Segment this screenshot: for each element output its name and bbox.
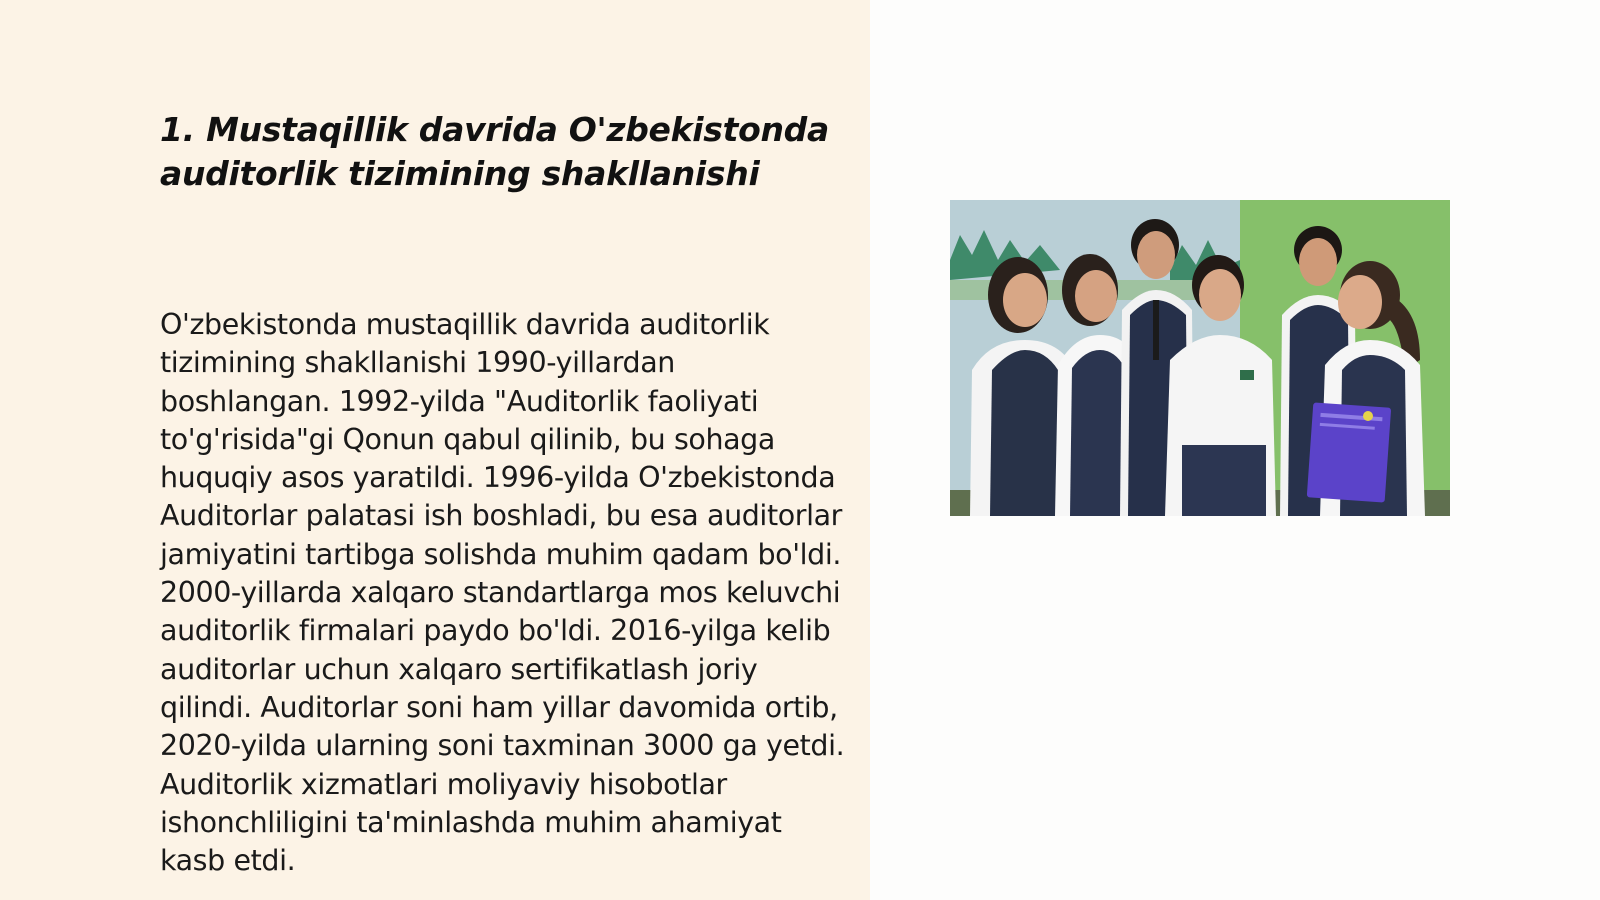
slide-body-text: O'zbekistonda mustaqillik davrida auditorlik tizimining shakllanishi 1990-yillardan boshlangan. 1992-yilda "Auditorlik faoliyati to'g'risida"gi Qonun qabul qilinib, bu sohaga huquqiy asos yaratildi. 1996-yilda O'zbekistonda Auditorlar palatasi ish boshladi, bu esa auditorlar jamiyatini tartibga solishda muhim qadam bo'ldi. 2000-yillarda xalqaro standartlarga mos keluvchi auditorlik firmalari paydo bo'ldi. 2016-yilga kelib auditorlar uchun xalqaro sertifikatlash joriy qilindi. Auditorlar soni ham yillar davomida ortib, 2020-yilda ularning soni taxminan 3000 ga yetdi. Auditorlik xizmatlari moliyaviy hisobotlar ishonchliligini ta'minlashda muhim ahamiyat kasb etdi. (160, 308, 845, 878)
students-photo-illustration (950, 200, 1450, 516)
students-photo (950, 200, 1450, 516)
slide-title: 1. Mustaqillik davrida O'zbekistonda auditorlik tizimining shakllanishi (160, 110, 829, 193)
